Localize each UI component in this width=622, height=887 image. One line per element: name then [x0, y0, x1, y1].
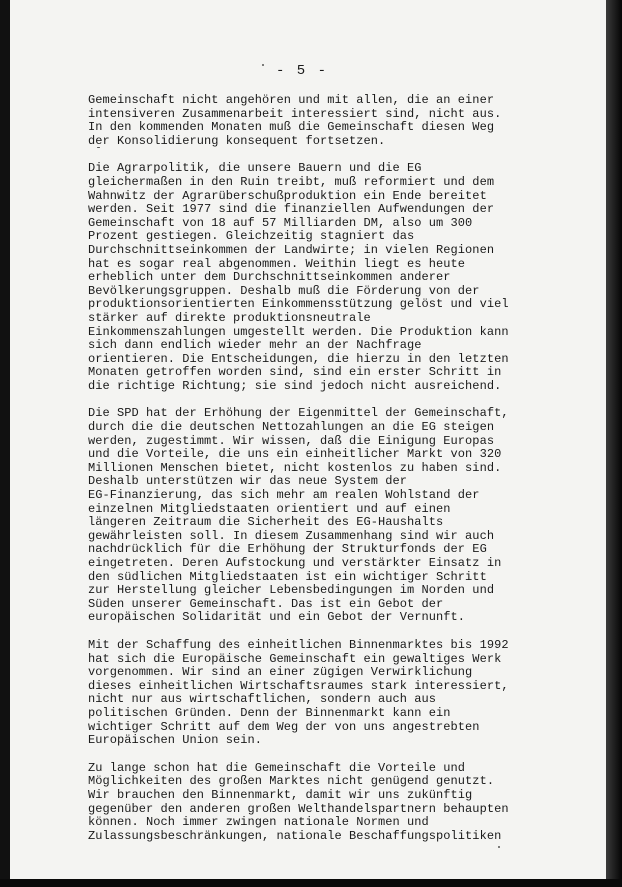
text-line: können. Noch immer zwingen nationale Normen und	[88, 815, 429, 830]
page-number: - 5 -	[276, 63, 329, 79]
body-text	[88, 94, 588, 857]
text-line: Möglichkeiten des großen Marktes nicht genügend genutzt.	[88, 774, 495, 789]
text-line: Gemeinschaft von 18 auf 57 Milliarden DM, also um 300	[88, 215, 473, 230]
text-line: intensiveren Zusammenarbeit interessiert sind, nicht aus.	[88, 106, 502, 121]
paragraph	[88, 639, 588, 748]
text-line: die richtige Richtung; sie sind jedoch nicht ausreichend.	[88, 378, 502, 393]
text-line: Bevölkerungsgruppen. Deshalb muß die Förderung von der	[88, 283, 480, 298]
text-line: Zulassungsbeschränkungen, nationale Beschaffungspolitiken	[88, 828, 502, 843]
text-line: Einkommenszahlungen umgestellt werden. Die Produktion kann	[88, 324, 509, 339]
text-line: gleichermaßen in den Ruin treibt, muß reformiert und dem	[88, 174, 495, 189]
text-line: politischen Gründen. Denn der Binnenmarkt kann ein	[88, 705, 451, 720]
text-line: dieses einheitlichen Wirtschaftsraumes stark interessiert,	[88, 678, 509, 693]
text-line: europäischen Solidarität und ein Gebot der Vernunft.	[88, 610, 466, 625]
text-line: durch die die deutschen Nettozahlungen an die EG steigen	[88, 420, 495, 435]
text-line: hat es sogar real abgenommen. Weithin liegt es heute	[88, 256, 466, 271]
text-line: Europäischen Union sein.	[88, 733, 263, 748]
text-line: Gemeinschaft nicht angehören und mit allen, die an einer	[88, 93, 495, 107]
text-line: den südlichen Mitgliedstaaten ist ein wichtiger Schritt	[88, 569, 487, 584]
text-line: Wir brauchen den Binnenmarkt, damit wir uns zukünftig	[88, 787, 473, 802]
text-line: erheblich unter dem Durchschnittseinkommen anderer	[88, 270, 451, 285]
text-line: Die SPD hat der Erhöhung der Eigenmittel der Gemeinschaft,	[88, 406, 509, 421]
text-line: sich dann endlich wieder mehr an der Nachfrage	[88, 338, 422, 353]
scan-border-right	[606, 0, 622, 887]
text-line: einzelnen Mitgliedstaaten orientiert und auf einen	[88, 501, 451, 516]
text-line: Süden unserer Gemeinschaft. Das ist ein Gebot der	[88, 596, 444, 611]
scan-border-left	[0, 0, 10, 887]
text-line: Prozent gestiegen. Gleichzeitig stagniert das	[88, 229, 415, 244]
text-line: Mit der Schaffung des einheitlichen Binnenmarktes bis 1992	[88, 637, 509, 652]
text-line: In den kommenden Monaten muß die Gemeinschaft diesen Weg	[88, 120, 495, 135]
text-line: Deshalb unterstützen wir das neue System der	[88, 474, 408, 489]
text-line: zur Herstellung gleicher Lebensbedingungen im Norden und	[88, 583, 495, 598]
paragraph	[88, 162, 588, 393]
text-line: orientieren. Die Entscheidungen, die hierzu in den letzten	[88, 351, 509, 366]
text-line: stärker auf direkte produktionsneutrale	[88, 310, 371, 325]
text-line: der Konsolidierung konsequent fortsetzen.	[88, 133, 386, 148]
text-line: produktionsorientierten Einkommensstützung gelöst und viel	[88, 297, 509, 312]
text-line: wichtiger Schritt auf dem Weg der von uns angestrebten	[88, 719, 480, 734]
text-line: Durchschnittseinkommen der Landwirte; in vielen Regionen	[88, 242, 495, 257]
text-line: gegenüber den anderen großen Welthandelspartnern behaupten	[88, 801, 509, 816]
text-line: längeren Zeitraum die Sicherheit des EG-Haushalts	[88, 515, 444, 530]
text-line: Monaten getroffen worden sind, sind ein erster Schritt in	[88, 365, 502, 380]
text-line: Millionen Menschen bietet, nicht kostenlos zu haben sind.	[88, 460, 502, 475]
text-line: werden. Seit 1977 sind die finanziellen Aufwendungen der	[88, 202, 495, 217]
text-line: werden, zugestimmt. Wir wissen, daß die Einigung Europas	[88, 433, 495, 448]
text-line: gewährleisten soll. In diesem Zusammenhang sind wir auch	[88, 528, 495, 543]
scan-border-bottom	[0, 879, 622, 887]
text-line: EG-Finanzierung, das sich mehr am realen Wohlstand der	[88, 488, 480, 503]
text-line: nachdrücklich für die Erhöhung der Strukturfonds der EG	[88, 542, 487, 557]
text-line: hat sich die Europäische Gemeinschaft ein gewaltiges Werk	[88, 651, 502, 666]
text-line: und die Vorteile, die uns ein einheitlicher Markt von 320	[88, 447, 502, 462]
text-line: eingetreten. Deren Aufstockung und verstärkter Einsatz in	[88, 556, 502, 570]
paragraph	[88, 407, 588, 625]
text-line: Die Agrarpolitik, die unsere Bauern und die EG	[88, 161, 422, 176]
text-line: Zu lange schon hat die Gemeinschaft die Vorteile und	[88, 760, 466, 775]
text-line: nicht nur aus wirtschaftlichen, sondern auch aus	[88, 692, 437, 707]
paragraph	[88, 762, 588, 844]
text-line: vorgenommen. Wir sind an einer zügigen Verwirklichung	[88, 665, 473, 680]
paragraph	[88, 94, 588, 148]
scan-speck	[262, 64, 264, 66]
text-line: Wahnwitz der Agrarüberschußproduktion ein Ende bereitet	[88, 188, 487, 203]
